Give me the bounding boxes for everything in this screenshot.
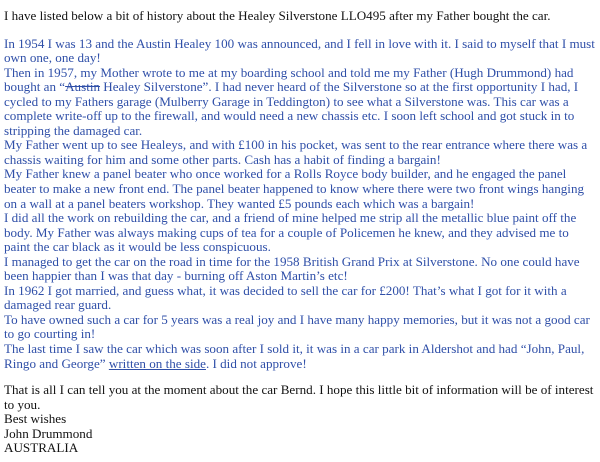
- paragraph-grand-prix: I managed to get the car on the road in time for the 1958 British Grand Prix at Silverstone. No one could have been happier than I was that day - burning off Aston Martin’s etc!: [4, 253, 580, 284]
- paragraph-memories: To have owned such a car for 5 years was a real joy and I have many happy memories, but it was not a good car to go courting in!: [4, 311, 590, 342]
- paragraph-rebuild: I did all the work on rebuilding the car, and a friend of mine helped me strip all the metallic blue paint off the body. My Father was always making cups of tea for a couple of Policemen he knew, and they advised me to paint the car black as it would be less conspicuous.: [4, 210, 577, 255]
- sign-off: Best wishes: [4, 411, 67, 427]
- author-name: John Drummond: [4, 425, 93, 441]
- last-seen-end: . I did not approve!: [205, 355, 307, 371]
- underlined-text: written on the side: [108, 355, 206, 371]
- intro-line: I have listed below a bit of history about the Healey Silverstone LLO495 after my Father bought the car.: [4, 8, 551, 23]
- paragraph-panel-beater: My Father knew a panel beater who once worked for a Rolls Royce body builder, and he engaged the panel beater to make a new front end. The panel beater happened to know where there were two front wings hanging on a wall at a panel beaters workshop. They wanted £5 pounds each which was a bargain!: [4, 166, 585, 211]
- paragraph-sale: In 1962 I got married, and guess what, it was decided to sell the car for £200! That’s what I got for it with a damaged rear guard.: [4, 282, 567, 313]
- paragraph-last-seen: [4, 342, 596, 371]
- paragraph-1957-rest: Healey Silverstone”. I had never heard of the Silverstone so at the first opportunity I had, I cycled to my Fathers garage (Mulberry Garage in Teddington) to see what a Silverstone was. This car was a complete write-off up to the firewall, and would need a new chassis etc. I soon left school and got stuck in to stripping the damaged car.: [4, 79, 579, 138]
- paragraph-1954: In 1954 I was 13 and the Austin Healey 100 was announced, and I fell in love with it. I said to myself that I must own one, one day!: [4, 35, 595, 66]
- struck-word: Austin: [65, 79, 101, 95]
- paragraph-1957: [4, 66, 596, 139]
- closing-text: That is all I can tell you at the moment about the car Bernd. I hope this little bit of information will be of interest to you.: [4, 382, 594, 412]
- paragraph-1957-start: Then in 1957, my Mother wrote to me at my boarding school and told me my Father (Hugh Drummond) had bought an “: [4, 64, 574, 95]
- history-section: [4, 37, 596, 372]
- last-seen-start: The last time I saw the car which was soon after I sold it, it was in a car park in Aldershot and had “John, Paul, Ringo and George”: [4, 341, 585, 371]
- paragraph-chassis: My Father went up to see Healeys, and with £100 in his pocket, was sent to the rear entrance where there was a chassis waiting for him and some other parts. Cash has a habit of finding a bargain!: [4, 137, 588, 167]
- author-country: AUSTRALIA: [4, 440, 79, 456]
- closing-section: [4, 383, 596, 456]
